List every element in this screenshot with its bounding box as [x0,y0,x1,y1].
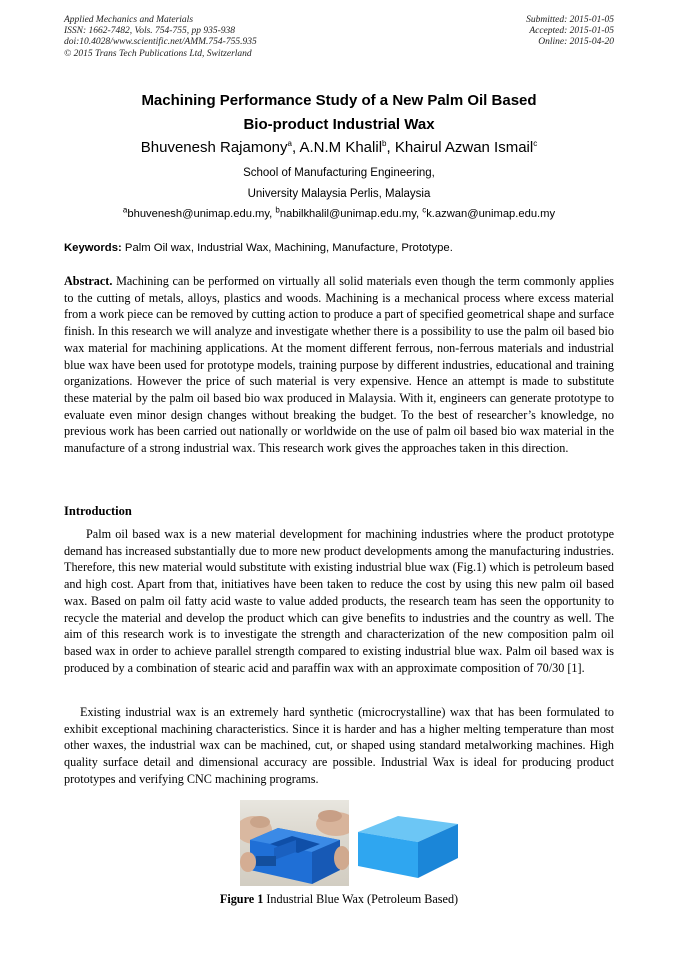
email-sep: , [269,208,276,220]
figure-caption-text: Industrial Blue Wax (Petroleum Based) [263,892,459,906]
paper-title [64,89,614,137]
author-list [64,138,614,158]
machined-wax-photo [240,800,349,886]
email-sep: , [415,208,423,220]
email-mark: a [122,205,128,215]
email-list [64,204,614,224]
online-date: Online: 2015-04-20 [538,37,614,48]
title-line-2: Bio-product Industrial Wax [243,116,435,133]
author-name: A.N.M Khalil [299,139,383,156]
author-sep: , [386,139,395,156]
journal-issn: ISSN: 1662-7482, Vols. 754-755, pp 935-938 [64,26,235,37]
abstract-text: Machining can be performed on virtually all solid materials even though the term commonly applies to the cutting of metals, alloys, plastics and woods. Machining is a mechanical process where excess material from a work piece can be removed by cutting action to produce a part of specified geometrical shape and surface finish. In this research we will analyze and investigate whether there is a possibility to use the palm oil based bio wax material for machining applications. At the moment different ferrous, non-ferrous materials and industrial blue wax have been used for prototype models, training purpose by different industries, educational and training organizations. However the price of such material is very expensive. Hence an attempt is made to substitute these material by the palm oil based bio wax produced in Malaysia. With it, engineers can generate prototype to evaluate even minor design changes without breaking the budget. To the best of researcher’s knowledge, no previous work has been carried out nationally or worldwide on the use of palm oil based bio wax material in the manufacture of a strong industrial wax. This research work gives the approaches taken in this direction. [64,274,614,456]
title-line-1: Machining Performance Study of a New Palm Oil Based [141,92,537,109]
machined-wax-illustration [240,800,349,886]
affiliation-line-2: University Malaysia Perlis, Malaysia [247,188,431,200]
author-email[interactable]: k.azwan@unimap.edu.my [426,208,556,220]
accepted-date: Accepted: 2015-01-05 [529,26,614,37]
author-mark: b [382,139,387,148]
author-mark: a [287,139,292,148]
submitted-date: Submitted: 2015-01-05 [526,15,614,25]
author-mark: c [533,139,538,148]
keywords [64,239,614,257]
author-name: Khairul Azwan Ismail [394,139,534,156]
author-sep: , [291,139,300,156]
journal-header [64,15,257,60]
author-email[interactable]: bhuvenesh@unimap.edu.my [127,208,270,220]
author-email[interactable]: nabilkhalil@unimap.edu.my [279,208,416,220]
wax-block-illustration [354,802,460,886]
abstract [64,273,614,457]
author-name: Bhuvenesh Rajamony [140,139,288,156]
introduction-heading: Introduction [64,504,132,518]
journal-copyright: © 2015 Trans Tech Publications Ltd, Switzerland [64,48,252,59]
keywords-label: Keywords: [64,242,122,254]
wax-block-photo [354,802,460,886]
journal-doi: doi:10.4028/www.scientific.net/AMM.754-755.935 [64,37,257,48]
introduction-paragraph-1: Palm oil based wax is a new material development for machining industries where the product prototype demand has increased substantially due to more new product developments among the manufacturing industries. Therefore, this new material would substitute with existing industrial blue wax (Fig.1) which is petroleum based and high cost. Apart from that, initiatives have been taken to reduce the cost by using this new palm oil based wax. Based on palm oil fatty acid waste to value added products, the research team has seen the opportunity to recycle the material and develop the product which can give benefits to industries and the country as well. The aim of this research work is to investigate the strength and characterization of the new composition palm oil based wax in order to achieve parallel strength compared to existing industrial blue wax. Palm oil based wax is produced by a combination of stearic acid and paraffin wax with an approximate composition of 70/30 [1]. [64,527,614,675]
figure-1 [240,800,460,888]
affiliation [64,163,614,205]
journal-name: Applied Mechanics and Materials [64,15,194,25]
keywords-text: Palm Oil wax, Industrial Wax, Machining, Manufacture, Prototype. [121,242,453,254]
affiliation-line-1: School of Manufacturing Engineering, [243,167,435,179]
figure-label: Figure 1 [219,892,264,906]
email-mark: b [275,205,280,215]
introduction-paragraph-2: Existing industrial wax is an extremely hard synthetic (microcrystalline) wax that has been formulated to exhibit exceptional machining characteristics. Since it is harder and has a higher melting temperature than most other waxes, the industrial wax can be machined, cut, or shaped using standard metalworking machines. High quality surface detail and dimensional accuracy are possible. Industrial Wax is ideal for producing product prototypes and verifying CNC machining programs. [64,705,614,786]
figure-caption [64,891,614,907]
publication-dates [526,15,614,49]
email-mark: c [422,205,427,215]
abstract-label: Abstract. [64,274,113,288]
